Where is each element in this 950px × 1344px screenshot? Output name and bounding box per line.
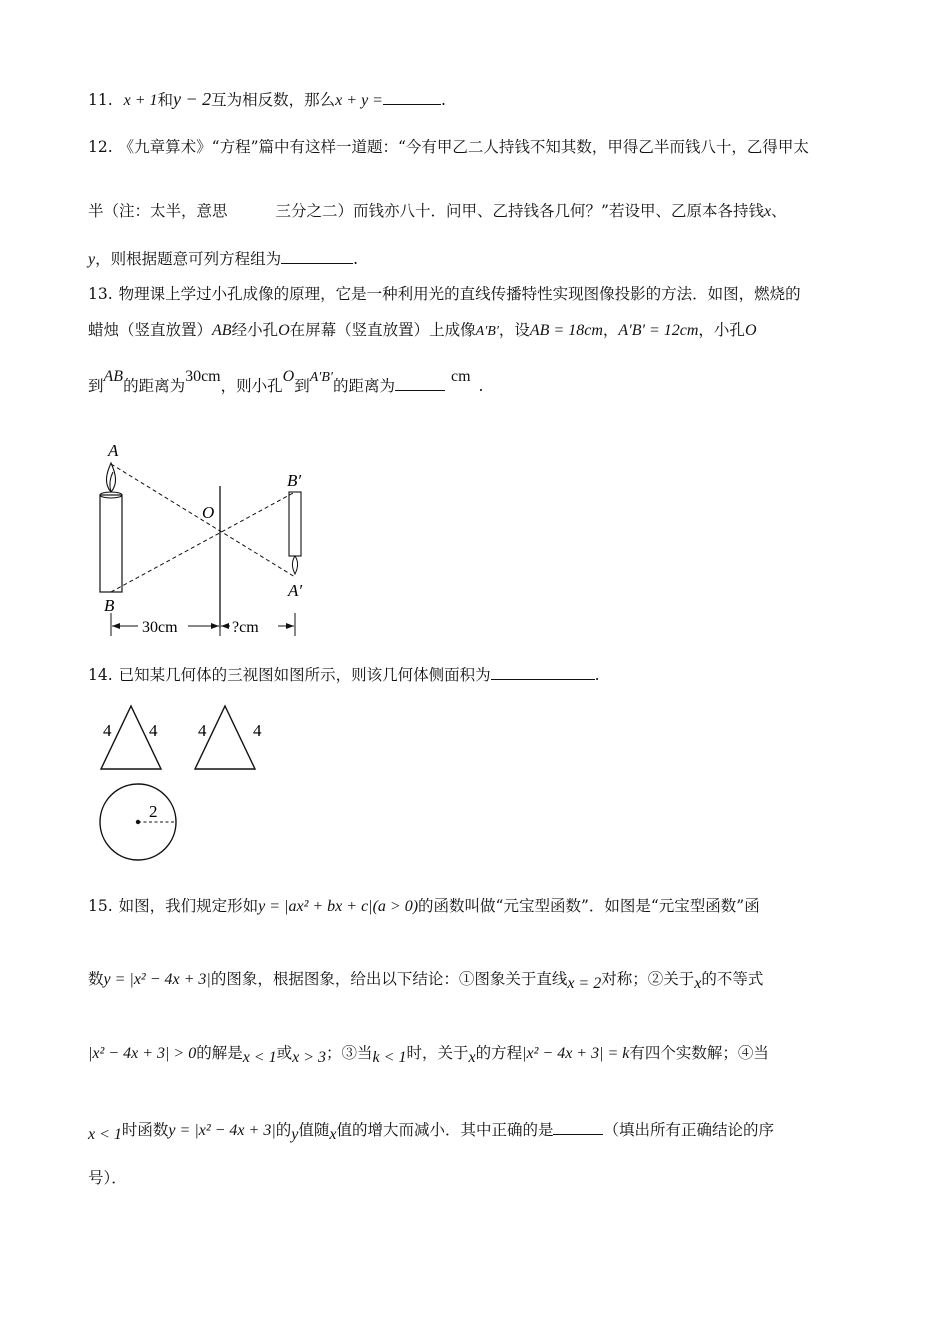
q13-period: . (478, 377, 484, 395)
question-11 (88, 87, 446, 113)
q15-func-def: y = |ax² + bx + c|(a > 0) (258, 898, 419, 915)
q15-var-x-1: x (694, 975, 702, 992)
q13-A1B1-2: A′B′ (309, 370, 333, 385)
label-B: B (104, 596, 115, 615)
q11-text: 互为相反数，那么 (211, 91, 336, 109)
q15-x-lt-1: x < 1 (242, 1049, 277, 1066)
q15-text-3l: 有四个实数解；④当 (629, 1044, 769, 1062)
q13-O: O (278, 322, 290, 339)
q12-text-2a: 半（注：太半，意思 (88, 202, 228, 220)
q13-A1B1: A′B′ (475, 324, 499, 339)
q13-text-3i: 的距离为 (332, 377, 395, 395)
q13-answer-blank[interactable] (395, 376, 445, 391)
q15-func-2: y = |x² − 4x + 3| (168, 1122, 276, 1139)
q12-number: 12. (88, 138, 113, 156)
q13-AB-eq: AB = 18cm (529, 322, 603, 339)
question-15-line-2 (88, 967, 763, 992)
q12-text-2b: 三分之二）而钱亦八十．问甲、乙持钱各几何？”若设甲、乙原本各持钱 (275, 202, 764, 220)
q14-answer-blank[interactable] (491, 665, 595, 680)
radius-label-2: 2 (149, 802, 158, 821)
q13-text-2e: 在屏幕（竖直放置）上成像 (289, 321, 476, 339)
question-14 (88, 663, 600, 687)
q14-number: 14. (88, 666, 113, 684)
q13-text-1: 物理课上学过小孔成像的原理，它是一种利用光的直线传播特性实现图像投影的方法．如图，燃烧的 (118, 285, 801, 303)
dim-unknown: ?cm (232, 619, 259, 636)
q15-text-1a: 如图，我们规定形如 (118, 897, 259, 915)
q13-text-3g: 到 (294, 377, 310, 395)
q15-text-2c: 的图象，根据图象，给出以下结论：①图象关于直线 (210, 970, 568, 988)
dim-30cm: 30cm (142, 619, 178, 636)
q11-answer-blank[interactable] (383, 90, 441, 105)
q15-text-4i: （填出所有正确结论的序 (603, 1121, 774, 1139)
q13-AB-2: AB (103, 368, 124, 385)
q15-text-3b: 的解是 (196, 1044, 243, 1062)
q15-text-3h: 时，关于 (406, 1044, 469, 1062)
q12-text-3b: ，则根据题意可列方程组为 (95, 250, 282, 268)
front-right-4: 4 (149, 721, 158, 740)
question-13-line-2 (88, 318, 757, 344)
q15-text-5: 号）． (88, 1169, 127, 1187)
q12-text-1: 《九章算术》“方程”篇中有这样一道题：“今有甲乙二人持钱不知其数，甲得乙半而钱八十，乙得甲太 (118, 138, 809, 156)
q15-text-4d: 的 (275, 1121, 292, 1139)
label-A-prime: A′ (288, 581, 303, 600)
q13-A1B1-eq: A′B′ = 12cm (618, 322, 699, 339)
q15-x-gt-3: x > 3 (292, 1049, 327, 1066)
q15-text-4h: 值的增大而减小．其中正确的是 (336, 1121, 554, 1139)
q15-var-y: y (291, 1126, 299, 1143)
q13-text-3e: ，则小孔 (220, 377, 283, 395)
q14-three-views-figure (95, 700, 315, 870)
question-15-line-5 (88, 1166, 127, 1190)
q15-text-3j: 的方程 (475, 1044, 523, 1062)
q11-text-and: 和 (157, 91, 174, 109)
q11-period: . (440, 91, 446, 109)
question-12-line-3 (88, 247, 358, 272)
q12-period: . (353, 250, 359, 268)
q13-text-3c: 的距离为 (123, 377, 186, 395)
q15-var-x-2: x (468, 1049, 476, 1066)
q13-text-2i: ， (602, 321, 619, 339)
q15-text-2e: 对称；②关于 (601, 970, 695, 988)
q13-AB: AB (212, 322, 232, 339)
q13-number: 13. (88, 285, 113, 303)
q15-text-3f: ；③当 (326, 1044, 373, 1062)
q15-text-4b: 时函数 (121, 1121, 169, 1139)
q15-text-or: 或 (276, 1044, 293, 1062)
q13-unit-cm: cm (450, 368, 471, 385)
q13-O-3: O (282, 368, 295, 385)
image-candle (289, 492, 301, 556)
question-13-line-3 (88, 368, 484, 400)
q15-text-2g: 的不等式 (701, 970, 764, 988)
q13-text-2a: 蜡烛（竖直放置） (88, 321, 213, 339)
q13-pinhole-figure (92, 438, 312, 643)
label-B-prime: B′ (287, 471, 302, 490)
question-12-line-1 (88, 135, 809, 159)
side-left-4: 4 (198, 721, 207, 740)
q15-answer-blank[interactable] (553, 1120, 603, 1135)
q14-text: 已知某几何体的三视图如图所示，则该几何体侧面积为 (118, 666, 491, 684)
q14-period: . (594, 666, 600, 684)
q15-x-eq-2: x = 2 (567, 975, 602, 992)
q12-var-x: x (763, 203, 772, 220)
q15-x-lt-1-2: x < 1 (88, 1126, 122, 1143)
image-flame (292, 556, 297, 574)
question-15-line-4 (88, 1118, 774, 1143)
label-A: A (108, 441, 119, 460)
q15-k-lt-1: k < 1 (372, 1049, 407, 1066)
q11-number: 11. (88, 91, 113, 109)
q13-30cm: 30cm (185, 368, 221, 385)
label-O: O (202, 503, 215, 522)
q11-expr-x-plus-y: x + y = (335, 92, 383, 109)
question-15-line-1 (88, 894, 760, 919)
q13-text-3a: 到 (88, 377, 104, 395)
q11-expr-x-plus-1: x + 1 (123, 92, 158, 109)
q15-func-1: y = |x² − 4x + 3| (103, 971, 211, 988)
q13-O-2: O (744, 322, 757, 339)
q12-text-2d: 、 (771, 202, 787, 220)
q13-text-2g: ，设 (498, 321, 530, 339)
q12-var-y: y (88, 251, 96, 268)
q12-answer-blank[interactable] (281, 249, 353, 264)
question-15-line-3 (88, 1041, 769, 1066)
q11-expr-y-minus-2: y − 2 (173, 89, 212, 109)
q15-var-x-3: x (329, 1126, 337, 1143)
candle-body (100, 495, 122, 592)
q15-text-2a: 数 (88, 970, 104, 988)
q15-text-1c: 的函数叫做“元宝型函数”．如图是“元宝型函数”函 (418, 897, 760, 915)
side-right-4: 4 (253, 721, 262, 740)
question-12-line-2 (88, 199, 787, 224)
question-13-line-1 (88, 282, 801, 306)
q15-ineq: |x² − 4x + 3| > 0 (88, 1045, 197, 1062)
front-left-4: 4 (103, 721, 112, 740)
q13-text-2k: ，小孔 (698, 321, 745, 339)
q15-text-4f: 值随 (298, 1121, 330, 1139)
q15-equation: |x² − 4x + 3| = k (522, 1045, 630, 1062)
q13-text-2c: 经小孔 (231, 321, 279, 339)
q15-number: 15. (88, 897, 113, 915)
